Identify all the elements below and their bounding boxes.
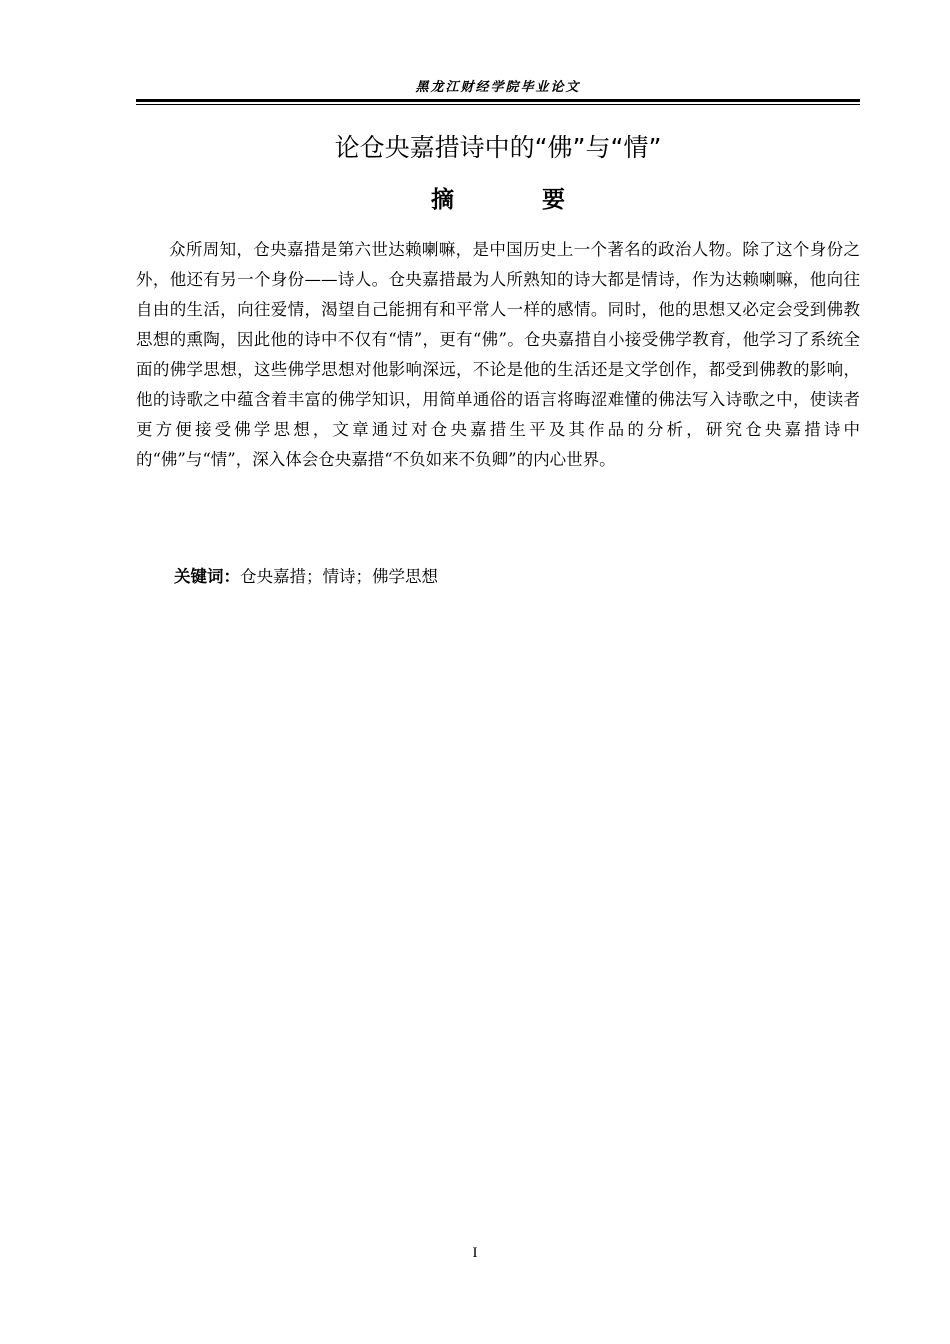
- keywords-label: 关键词：: [174, 567, 240, 586]
- document-title: 论仓央嘉措诗中的“佛”与“情”: [334, 133, 662, 162]
- page-number: I: [472, 1245, 478, 1261]
- keywords-value: 仓央嘉措；情诗；佛学思想: [240, 567, 438, 586]
- header-rule-thin: [136, 104, 860, 105]
- abstract-paragraph: 众所周知，仓央嘉措是第六世达赖喇嘛，是中国历史上一个著名的政治人物。除了这个身份之外，他还有另一个身份——诗人。仓央嘉措最为人所熟知的诗大都是情诗，作为达赖喇嘛，他向往自由的生活，向往爱情，渴望自己能拥有和平常人一样的感情。同时，他的思想又必定会受到佛教思想的熏陶，因此他的诗中不仅有“情”，更有“佛”。仓央嘉措自小接受佛学教育，他学习了系统全面的佛学思想，这些佛学思想对他影响深远，不论是他的生活还是文学创作，都受到佛教的影响，他的诗歌之中蕴含着丰富的佛学知识，用简单通俗的语言将晦涩难懂的佛法写入诗歌之中，使读者更方便接受佛学思想，文章通过对仓央嘉措生平及其作品的分析，研究仓央嘉措诗中的“佛”与“情”，深入体会仓央嘉措“不负如来不负卿”的内心世界。: [136, 240, 860, 469]
- running-header: 黑龙江财经学院毕业论文: [415, 80, 581, 95]
- keywords-line: [174, 563, 438, 591]
- header-rule-thick: [136, 99, 860, 102]
- abstract-heading: 摘 要: [430, 187, 605, 213]
